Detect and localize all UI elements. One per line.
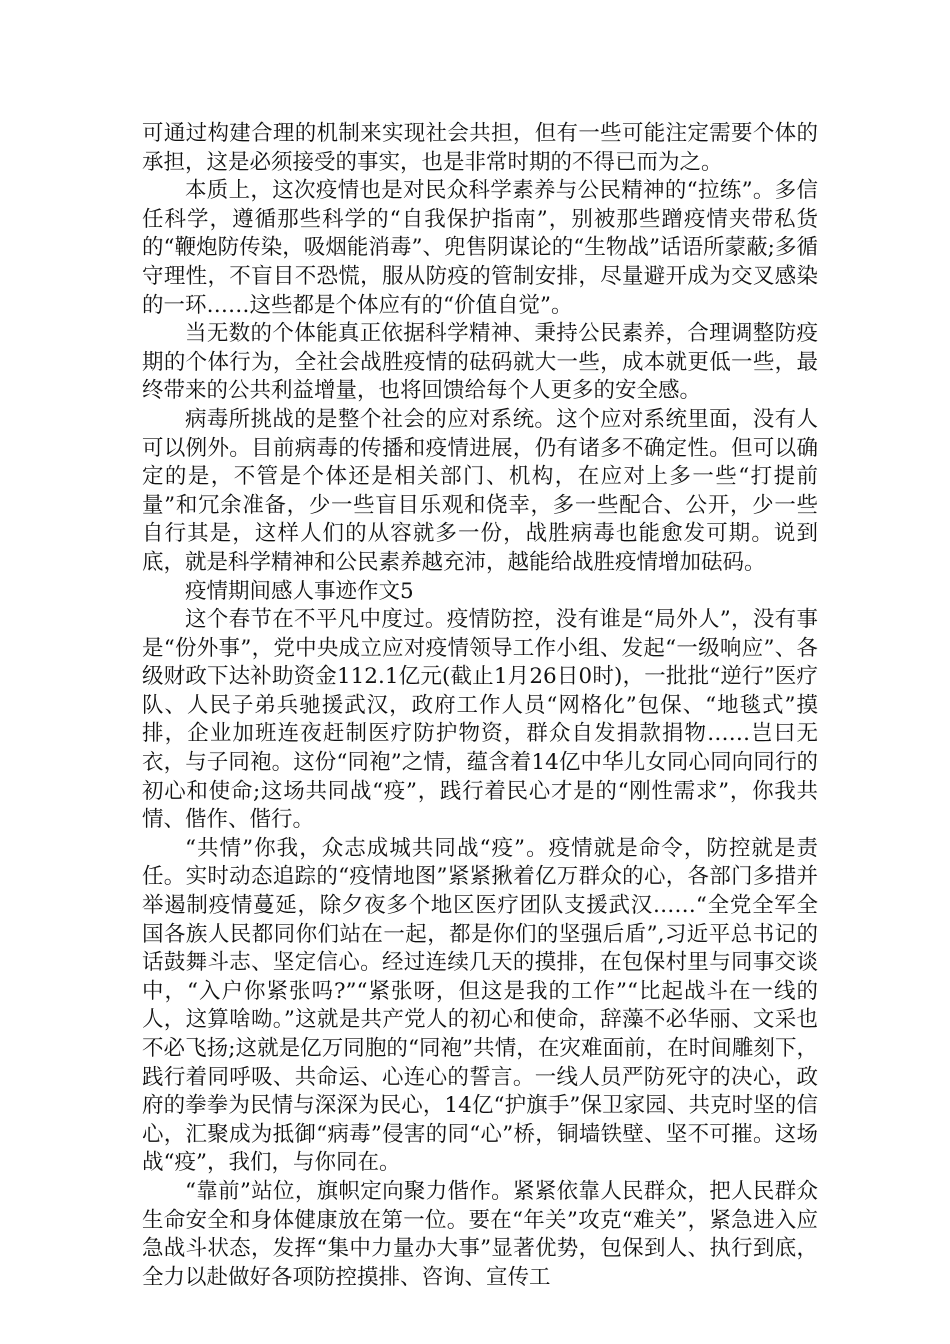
paragraph: “靠前”站位，旗帜定向聚力偕作。紧紧依靠人民群众，把人民群众生命安全和身体健康放在第一位。要在“年关”攻克“难关”，紧急进入应急战斗状态，发挥“集中力量办大事”显著优势，包保到人、执行到底，全力以赴做好各项防控摸排、咨询、宣传工 [142,1178,818,1290]
paragraph: 病毒所挑战的是整个社会的应对系统。这个应对系统里面，没有人可以例外。目前病毒的传播和疫情进展，仍有诸多不确定性。但可以确定的是，不管是个体还是相关部门、机构，在应对上多一些“打提前量”和冗余准备，少一些盲目乐观和侥幸，多一些配合、公开，少一些自行其是，这样人们的从容就多一份，战胜病毒也能愈发可期。说到底，就是科学精神和公民素养越充沛，越能给战胜疫情增加砝码。 [142,406,818,575]
paragraph: 本质上，这次疫情也是对民众科学素养与公民精神的“拉练”。多信任科学，遵循那些科学的“自我保护指南”，别被那些蹭疫情夹带私货的“鞭炮防传染，吸烟能消毒”、兜售阴谋论的“生物战”话语所蒙蔽;多循守理性，不盲目不恐慌，服从防疫的管制安排，尽量避开成为交叉感染的一环……这些都是个体应有的“价值自觉”。 [142,178,818,318]
section-heading: 疫情期间感人事迹作文5 [185,578,414,604]
paragraph: “共情”你我，众志成城共同战“疫”。疫情就是命令，防控就是责任。实时动态追踪的“疫情地图”紧紧揪着亿万群众的心，各部门多措并举遏制疫情蔓延，除夕夜多个地区医疗团队支援武汉……“全党全军全国各族人民都同你们站在一起，都是你们的坚强后盾”,习近平总书记的话鼓舞斗志、坚定信心。经过连续几天的摸排，在包保村里与同事交谈中，“入户你紧张吗?”“紧张呀，但这是我的工作”“比起战斗在一线的人，这算啥呦。”这就是共产党人的初心和使命，辞藻不必华丽、文采也不必飞扬;这就是亿万同胞的“同袍”共情，在灾难面前，在时间雕刻下，践行着同呼吸、共命运、心连心的誓言。一线人员严防死守的决心，政府的拳拳为民情与深深为民心，14亿“护旗手”保卫家园、共克时坚的信心，汇聚成为抵御“病毒”侵害的同“心”桥，铜墙铁壁、坚不可摧。这场战“疫”，我们，与你同在。 [142,835,818,1176]
document-page [142,120,818,1292]
paragraph: 可通过构建合理的机制来实现社会共担，但有一些可能注定需要个体的承担，这是必须接受的事实，也是非常时期的不得已而为之。 [142,121,818,175]
paragraph: 当无数的个体能真正依据科学精神、秉持公民素养，合理调整防疫期的个体行为，全社会战胜疫情的砝码就大一些，成本就更低一些，最终带来的公共利益增量，也将回馈给每个人更多的安全感。 [142,321,818,404]
paragraph: 这个春节在不平凡中度过。疫情防控，没有谁是“局外人”，没有事是“份外事”，党中央成立应对疫情领导工作小组、发起“一级响应”、各级财政下达补助资金112.1亿元(截止1月26日0时)，一批批“逆行”医疗队、人民子弟兵驰援武汉，政府工作人员“网格化”包保、“地毯式”摸排，企业加班连夜赶制医疗防护物资，群众自发捐款捐物……岂曰无衣，与子同袍。这份“同袍”之情，蕴含着14亿中华儿女同心同向同行的初心和使命;这场共同战“疫”，践行着民心才是的“刚性需求”，你我共情、偕作、偕行。 [142,607,818,833]
